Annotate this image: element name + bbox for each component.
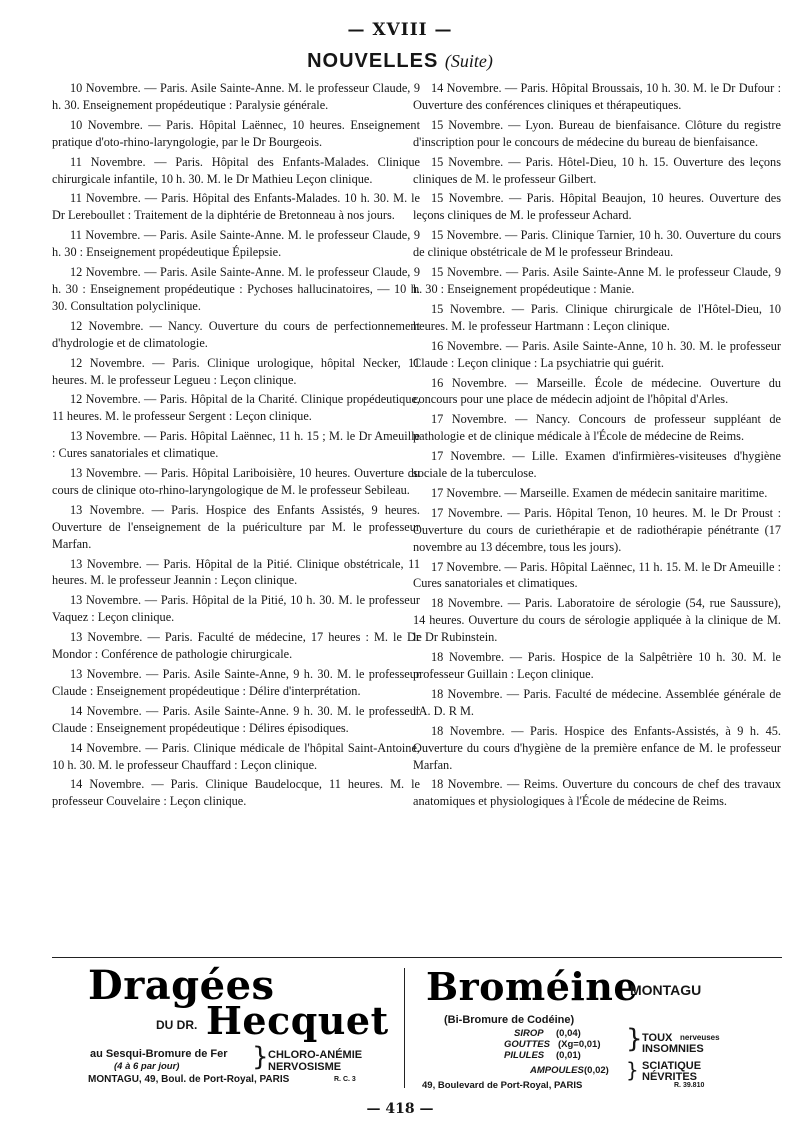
ad-form-name: SIROP (514, 1028, 544, 1039)
news-entry: 17 Novembre. — Paris. Hôpital Laënnec, 11 h. 15. M. le Dr Ameuille : Cures sanatoriales et climatiques. (413, 559, 781, 591)
ad-address: 49, Boulevard de Port-Royal, PARIS (422, 1080, 583, 1091)
news-entry: 17 Novembre. — Lille. Examen d'infirmières-visiteuses d'hygiène sociale de la tuberculose. (413, 449, 781, 481)
news-entry: 13 Novembre. — Paris. Hôpital de la Pitié, 10 h. 30. M. le professeur Vaquez : Leçon clinique. (52, 593, 420, 625)
news-entry: 14 Novembre. — Paris. Clinique médicale de l'hôpital Saint-Antoine, 10 h. 30. M. le professeur Chauffard : Leçon clinique. (52, 740, 420, 772)
ad-form-dose: (0,02) (584, 1065, 609, 1076)
ad-description: au Sesqui-Bromure de Fer (90, 1048, 228, 1060)
ad-indication-1: CHLORO-ANÉMIE (268, 1049, 363, 1061)
ad-indication-toux: TOUX (642, 1032, 673, 1044)
ad-form-dose: (0,04) (556, 1028, 581, 1039)
news-entry: 11 Novembre. — Paris. Hôpital des Enfants-Malades. Clinique chirurgicale infantile, 10 h. 30. M. le Dr Mathieu Leçon clinique. (52, 154, 420, 186)
ad-form-name: PILULES (504, 1050, 545, 1061)
ad-indication-sciatique: SCIATIQUE (642, 1060, 702, 1072)
news-entry: 11 Novembre. — Paris. Hôpital des Enfants-Malades. 10 h. 30. M. le Dr Lereboullet : Traitement de la diphtérie de Bretonneau à nos jours. (52, 191, 420, 223)
news-entry: 18 Novembre. — Paris. Hospice des Enfants-Assistés, à 9 h. 45. Ouverture du cours d'hygiène de la première enfance de M. le professeur Marfan. (413, 723, 781, 772)
ad-indication-nevrites: NÉVRITES (642, 1071, 698, 1083)
news-entry: 15 Novembre. — Lyon. Bureau de bienfaisance. Clôture du registre d'inscription pour le concours de médecine du bureau de bienfaisance. (413, 117, 781, 149)
news-entry: 18 Novembre. — Paris. Faculté de médecine. Assemblée générale de l'A. D. R M. (413, 686, 781, 718)
ad-divider-rule (52, 957, 782, 958)
news-entry: 13 Novembre. — Paris. Hôpital de la Pitié. Clinique obstétricale, 11 heures. M. le professeur Jeannin : Leçon clinique. (52, 556, 420, 588)
news-entry: 14 Novembre. — Paris. Hôpital Broussais, 10 h. 30. M. le Dr Dufour : Ouverture des conférences cliniques et thérapeutiques. (413, 81, 781, 112)
ad-form-name: GOUTTES (504, 1039, 550, 1050)
ad-brand-dragees: Dragées (88, 962, 275, 1009)
news-entry: 14 Novembre. — Paris. Asile Sainte-Anne. 9 h. 30. M. le professeur Claude : Enseignement propédeutique : Délires épisodiques. (52, 703, 420, 735)
news-entry: 13 Novembre. — Paris. Faculté de médecine, 17 heures : M. le Dr Mondor : Conférence de pathologie chirurgicale. (52, 630, 420, 662)
news-entry: 17 Novembre. — Marseille. Examen de médecin sanitaire maritime. (431, 485, 768, 500)
news-entry: 10 Novembre. — Paris. Asile Sainte-Anne. M. le professeur Claude, 9 h. 30. Enseignement propédeutique : Paralysie générale. (52, 81, 420, 112)
ad-bromeine-montagu (418, 964, 788, 1091)
brace-icon: } (252, 1042, 269, 1072)
ad-address: MONTAGU, 49, Boul. de Port-Royal, PARIS (88, 1074, 290, 1085)
news-entry: 15 Novembre. — Paris. Clinique chirurgicale de l'Hôtel-Dieu, 10 heures. M. le professeur Hartmann : Leçon clinique. (413, 301, 781, 333)
ad-vertical-separator (404, 968, 405, 1088)
news-entry: 16 Novembre. — Paris. Asile Sainte-Anne, 10 h. 30. M. le professeur Claude : Leçon clinique : La psychiatrie qui guérit. (413, 338, 781, 370)
news-entry: 18 Novembre. — Reims. Ouverture du concours de chef des travaux anatomiques et physiologiques à l'École de médecine de Reims. (413, 777, 781, 809)
left-column (52, 80, 420, 813)
brace-icon: } (626, 1024, 643, 1054)
ad-maker: MONTAGU (630, 982, 702, 998)
ad-indication-toux-note: nerveuses (680, 1033, 720, 1042)
section-title-text: NOUVELLES (307, 50, 439, 72)
ad-indication-insomnies: INSOMNIES (642, 1043, 704, 1055)
news-entry: 17 Novembre. — Paris. Hôpital Tenon, 10 heures. M. le Dr Proust : Ouverture du cours de curiethérapie et de radiothérapie pénétrante (17 novembre au 13 décembre, tous les jours). (413, 505, 781, 554)
ad-subtitle: (Bi-Bromure de Codéine) (444, 1014, 575, 1026)
news-entry: 12 Novembre. — Paris. Asile Sainte-Anne. M. le professeur Claude, 9 h. 30 : Enseignement propédeutique : Pychoses hallucinatoires, — 10 h. 30. Consultation polyclinique. (52, 265, 420, 313)
news-entry: 10 Novembre. — Paris. Hôpital Laënnec, 10 heures. Enseignement pratique d'oto-rhino-laryngologie, par le Dr Bourgeois. (52, 117, 420, 149)
ad-rc-number: R. 39.810 (674, 1082, 705, 1089)
ad-brand-bromeine: Broméine (426, 964, 639, 1009)
news-entry: 15 Novembre. — Paris. Asile Sainte-Anne M. le professeur Claude, 9 h. 30 : Enseignement propédeutique : Manie. (413, 265, 781, 296)
page-roman-numeral: — XVIII — (347, 20, 453, 40)
page-number: — 418 — (366, 1101, 434, 1117)
ad-dosage: (4 à 6 par jour) (114, 1061, 180, 1072)
ad-dragees-hecquet (50, 962, 400, 1088)
ad-indication-2: NERVOSISME (268, 1061, 342, 1073)
brace-icon: } (626, 1058, 639, 1082)
news-entry: 17 Novembre. — Nancy. Concours de professeur suppléant de pathologie et de clinique médicale à l'École de médecine de Reims. (413, 412, 781, 444)
news-entry: 13 Novembre. — Paris. Hôpital Lariboisière, 10 heures. Ouverture du cours de clinique oto-rhino-laryngologique de M. le professeur Sebileau. (52, 466, 420, 497)
news-entry: 11 Novembre. — Paris. Asile Sainte-Anne. M. le professeur Claude, 9 h. 30 : Enseignement propédeutique Épilepsie. (52, 228, 420, 260)
news-entry: 12 Novembre. — Nancy. Ouverture du cours de perfectionnement d'hydrologie et de climatologie. (52, 318, 420, 350)
news-entry: 18 Novembre. — Paris. Laboratoire de sérologie (54, rue Saussure), 14 heures. Ouverture du cours de sérologie appliquée à la clinique de M. le Dr Rubinstein. (413, 596, 781, 645)
ad-rc-number: R. C. 3 (334, 1076, 356, 1083)
section-title-suffix: (Suite) (444, 51, 493, 71)
news-entry: 13 Novembre. — Paris. Hospice des Enfants Assistés, 9 heures. Ouverture de l'enseignement de la puériculture par M. le professeur Marfan. (52, 502, 420, 551)
ad-form-dose: (Xg=0,01) (558, 1039, 601, 1050)
news-entry: 18 Novembre. — Paris. Hospice de la Salpêtrière 10 h. 30. M. le professeur Guillain : Leçon clinique. (413, 650, 781, 681)
news-entry: 15 Novembre. — Paris. Hôtel-Dieu, 10 h. 15. Ouverture des leçons cliniques de M. le professeur Gilbert. (413, 154, 781, 186)
news-entry: 14 Novembre. — Paris. Clinique Baudelocque, 11 heures. M. le professeur Couvelaire : Leçon clinique. (52, 777, 420, 809)
right-column (413, 80, 781, 813)
section-title (0, 50, 800, 73)
news-entry: 13 Novembre. — Paris. Asile Sainte-Anne, 9 h. 30. M. le professeur Claude : Enseignement propédeutique : Délire d'interprétation. (52, 667, 420, 698)
news-entry: 13 Novembre. — Paris. Hôpital Laënnec, 11 h. 15 ; M. le Dr Ameuille : Cures sanatoriales et climatique. (52, 429, 420, 461)
ad-form-dose: (0,01) (556, 1050, 581, 1061)
ad-form-name: AMPOULES (530, 1065, 584, 1076)
news-entry: 16 Novembre. — Marseille. École de médecine. Ouverture du concours pour une place de médecin adjoint de l'hôpital d'Arles. (413, 375, 781, 407)
news-entry: 15 Novembre. — Paris. Clinique Tarnier, 10 h. 30. Ouverture du cours de clinique obstétricale de M le professeur Brindeau. (413, 228, 781, 260)
news-entry: 12 Novembre. — Paris. Clinique urologique, hôpital Necker, 11 heures. M. le professeur Legueu : Leçon clinique. (52, 355, 420, 387)
news-entry: 15 Novembre. — Paris. Hôpital Beaujon, 10 heures. Ouverture des leçons cliniques de M. le professeur Achard. (413, 191, 781, 223)
ad-brand-hecquet: Hecquet (206, 998, 389, 1043)
news-entry: 12 Novembre. — Paris. Hôpital de la Charité. Clinique propédeutique, 11 heures. M. le professeur Sergent : Leçon clinique. (52, 392, 420, 424)
ad-du-dr: DU DR. (156, 1018, 198, 1032)
